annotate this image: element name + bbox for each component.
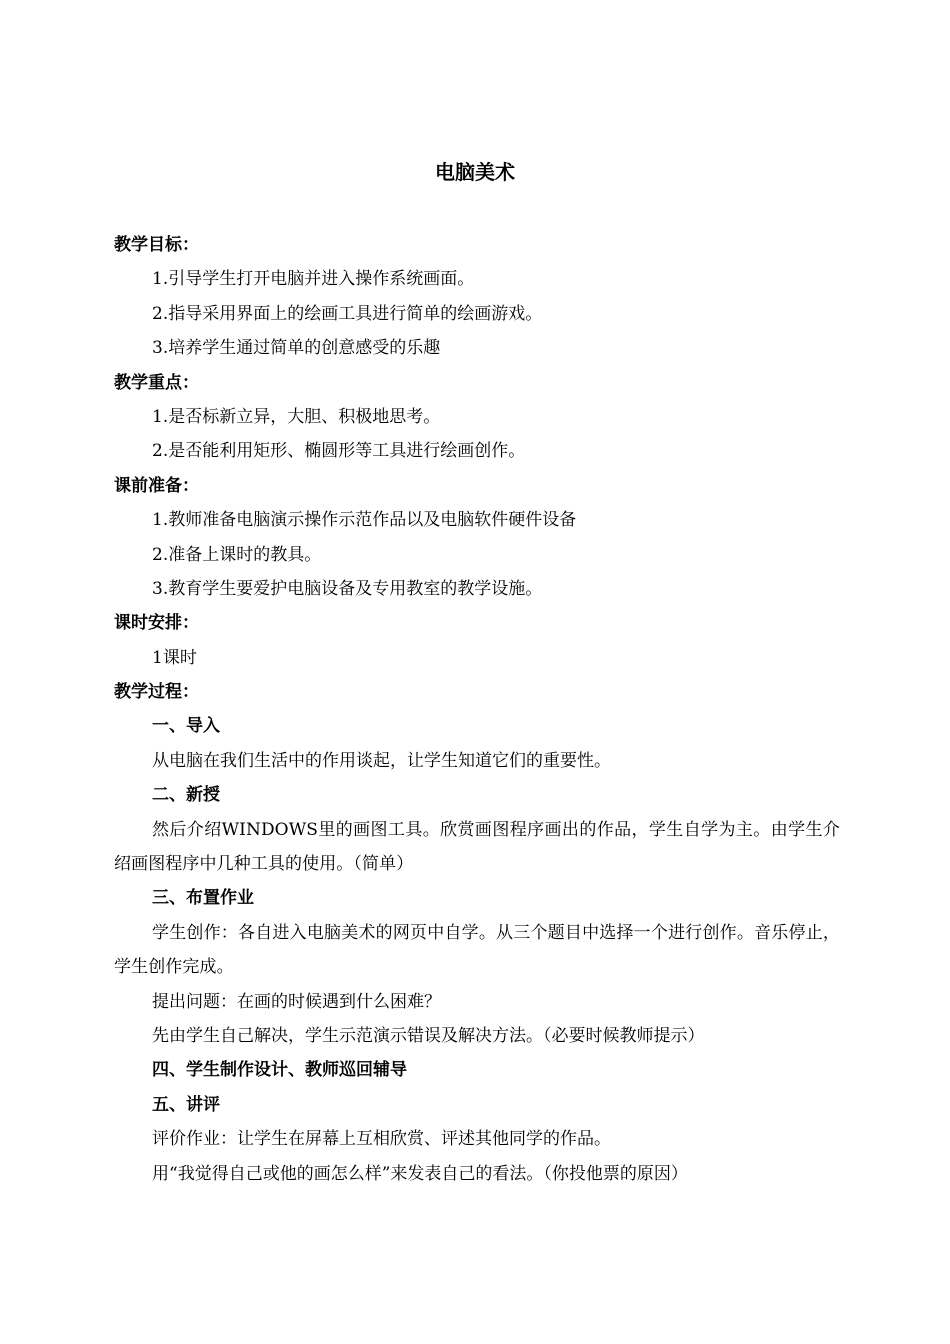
key-point-item: 1.是否标新立异，大胆、积极地思考。 — [152, 406, 441, 427]
key-points-heading: 教学重点： — [114, 372, 199, 393]
section-intro-text: 从电脑在我们生活中的作用谈起，让学生知道它们的重要性。 — [152, 750, 611, 771]
objective-item: 2.指导采用界面上的绘画工具进行简单的绘画游戏。 — [152, 303, 543, 324]
section-design-title: 四、学生制作设计、教师巡回辅导 — [152, 1060, 407, 1081]
preparation-item: 1.教师准备电脑演示操作示范作品以及电脑软件硬件设备 — [152, 510, 577, 531]
key-point-item: 2.是否能利用矩形、椭圆形等工具进行绘画创作。 — [152, 441, 526, 462]
schedule-value: 1课时 — [152, 647, 197, 668]
preparation-item: 2.准备上课时的教具。 — [152, 544, 322, 565]
document-body — [114, 228, 840, 1191]
section-homework-answer: 先由学生自己解决，学生示范演示错误及解决方法。（必要时候教师提示） — [152, 1026, 705, 1047]
section-review-text: 用“我觉得自己或他的画怎么样”来发表自己的看法。（你投他票的原因） — [152, 1163, 688, 1184]
schedule-heading: 课时安排： — [114, 613, 199, 634]
section-homework-text: 学生创作：各自进入电脑美术的网页中自学。从三个题目中选择一个进行创作。音乐停止，学生创作完成。 — [114, 922, 840, 978]
section-new-title: 二、新授 — [152, 785, 220, 806]
objective-item: 3.培养学生通过简单的创意感受的乐趣 — [152, 338, 441, 359]
preparation-heading: 课前准备： — [114, 475, 199, 496]
preparation-item: 3.教育学生要爱护电脑设备及专用教室的教学设施。 — [152, 578, 543, 599]
section-new-text: 然后介绍WINDOWS里的画图工具。欣赏画图程序画出的作品，学生自学为主。由学生介绍画图程序中几种工具的使用。（简单） — [114, 819, 840, 875]
section-review-text: 评价作业：让学生在屏幕上互相欣赏、评述其他同学的作品。 — [152, 1129, 611, 1150]
objective-item: 1.引导学生打开电脑并进入操作系统画面。 — [152, 269, 475, 290]
section-intro-title: 一、导入 — [152, 716, 220, 737]
process-heading: 教学过程： — [114, 682, 199, 703]
objectives-heading: 教学目标： — [114, 235, 199, 255]
section-review-title: 五、讲评 — [152, 1094, 220, 1115]
document-title: 电脑美术 — [435, 160, 515, 184]
section-homework-question: 提出问题：在画的时候遇到什么困难？ — [152, 991, 441, 1012]
section-homework-title: 三、布置作业 — [152, 888, 254, 909]
